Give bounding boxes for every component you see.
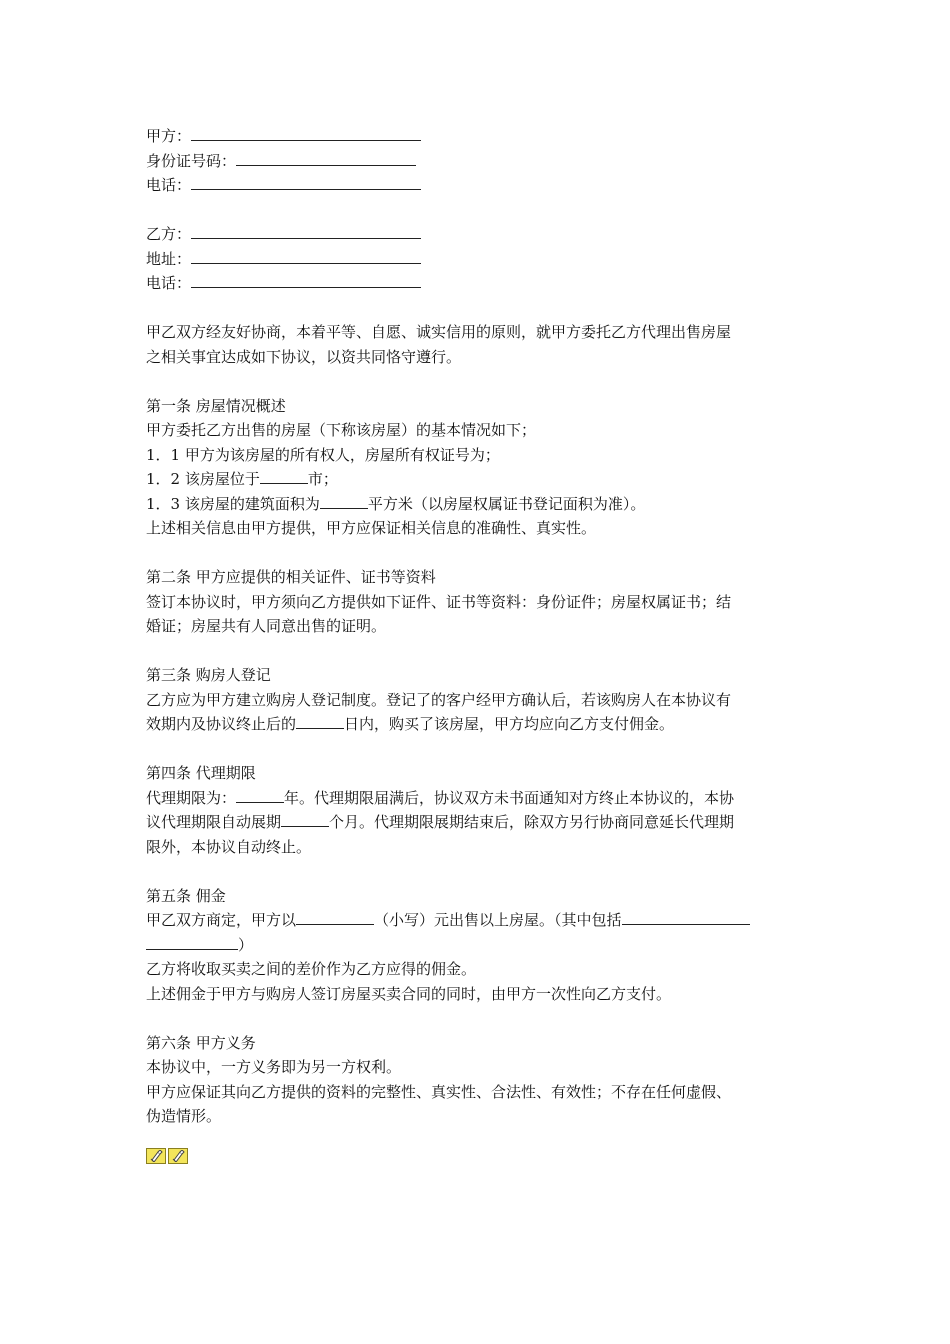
article-1-title: 第一条 房屋情况概述 <box>146 396 286 415</box>
agreement-document <box>146 124 826 1129</box>
article-4-line-3: 限外，本协议自动终止。 <box>146 837 312 856</box>
party-a-blank[interactable] <box>191 126 421 141</box>
article-6-line-1: 本协议中，一方义务即为另一方权利。 <box>146 1058 402 1076</box>
article-1-area-prefix: 1．3 该房屋的建筑面积为 <box>146 494 320 513</box>
party-a-label: 甲方： <box>146 127 192 145</box>
city-blank[interactable] <box>260 469 308 484</box>
party-a-phone-blank[interactable] <box>191 175 421 190</box>
article-5-title: 第五条 佣金 <box>146 886 226 905</box>
party-a-phone-label: 电话： <box>146 176 192 194</box>
spacer <box>146 639 826 664</box>
article-1-line-3 <box>146 467 826 492</box>
days-blank[interactable] <box>296 714 344 729</box>
article-1-area-suffix: 平方米（以房屋权属证书登记面积为准）。 <box>367 494 646 513</box>
article-4-title: 第四条 代理期限 <box>146 764 256 782</box>
party-a-phone-line <box>146 173 826 198</box>
spacer <box>146 369 826 394</box>
article-1-line-1: 甲方委托乙方出售的房屋（下称该房屋）的基本情况如下； <box>146 421 537 439</box>
includes-blank-top[interactable] <box>622 910 750 925</box>
party-a-id-line <box>146 149 826 174</box>
article-2-line-1: 签订本协议时，甲方须向乙方提供如下证件、证书等资料：身份证件；房屋权属证书；结 <box>146 592 732 611</box>
years-blank[interactable] <box>236 788 284 803</box>
article-5-price-middle: （小写）元出售以上房屋。（其中包括 <box>374 911 622 929</box>
article-5-line-3: 乙方将收取买卖之间的差价作为乙方应得的佣金。 <box>146 960 477 978</box>
party-b-phone-line <box>146 271 826 296</box>
spacer <box>146 737 826 762</box>
spacer <box>146 859 826 884</box>
edit-icon[interactable] <box>168 1148 188 1164</box>
article-1-line-5: 上述相关信息由甲方提供，甲方应保证相关信息的准确性、真实性。 <box>146 519 597 537</box>
party-b-address-blank[interactable] <box>191 249 421 264</box>
article-4-line-2 <box>146 810 826 835</box>
article-1-line-4 <box>146 492 826 517</box>
spacer <box>146 1006 826 1031</box>
spacer <box>146 296 826 321</box>
article-4-months-suffix: 个月。代理期限展期结束后，除双方另行协商同意延长代理期 <box>329 813 735 831</box>
party-b-blank[interactable] <box>191 224 421 239</box>
edit-icon-svg <box>171 1150 185 1162</box>
price-blank[interactable] <box>296 910 374 925</box>
intro-line-2: 之相关事宜达成如下协议，以资共同恪守遵行。 <box>146 347 462 366</box>
article-4-years-suffix: 年。代理期限届满后，协议双方未书面通知对方终止本协议的，本协 <box>284 788 735 807</box>
article-2-title: 第二条 甲方应提供的相关证件、证书等资料 <box>146 568 436 586</box>
article-5-price-prefix: 甲乙双方商定，甲方以 <box>146 911 297 929</box>
months-blank[interactable] <box>281 812 329 827</box>
article-5-line-4: 上述佣金于甲方与购房人签订房屋买卖合同的同时，由甲方一次性向乙方支付。 <box>146 984 672 1003</box>
article-3-days-prefix: 效期内及协议终止后的 <box>146 715 297 733</box>
article-5-line-2 <box>146 933 826 958</box>
party-b-line <box>146 222 826 247</box>
article-6-title: 第六条 甲方义务 <box>146 1033 256 1052</box>
article-6-line-3: 伪造情形。 <box>146 1107 222 1125</box>
article-5-line-1 <box>146 908 826 933</box>
article-3-days-suffix: 日内，购买了该房屋，甲方均应向乙方支付佣金。 <box>344 715 675 733</box>
article-4-years-prefix: 代理期限为： <box>146 788 237 807</box>
party-a-line <box>146 124 826 149</box>
article-1-location-suffix: 市； <box>307 470 338 488</box>
party-a-id-blank[interactable] <box>236 151 416 166</box>
article-4-line-1 <box>146 786 826 811</box>
party-a-id-label: 身份证号码： <box>146 151 237 170</box>
article-1-line-2: 1．1 甲方为该房屋的所有权人，房屋所有权证号为； <box>146 445 500 464</box>
edit-icon[interactable] <box>146 1148 166 1164</box>
spacer <box>146 541 826 566</box>
includes-blank-bottom[interactable] <box>146 935 238 950</box>
party-b-label: 乙方： <box>146 225 192 243</box>
edit-icon-svg <box>149 1150 163 1162</box>
area-blank[interactable] <box>320 494 368 509</box>
article-2-line-2: 婚证；房屋共有人同意出售的证明。 <box>146 617 387 635</box>
party-b-phone-blank[interactable] <box>191 273 421 288</box>
article-5-close-paren: ） <box>238 935 254 954</box>
party-b-phone-label: 电话： <box>146 274 192 292</box>
article-3-line-2 <box>146 712 826 737</box>
article-3-title: 第三条 购房人登记 <box>146 666 271 684</box>
article-4-months-prefix: 议代理期限自动展期 <box>146 813 282 831</box>
spacer <box>146 198 826 223</box>
edit-icons-group <box>146 1148 188 1164</box>
article-1-location-prefix: 1．2 该房屋位于 <box>146 470 260 488</box>
article-6-line-2: 甲方应保证其向乙方提供的资料的完整性、真实性、合法性、有效性；不存在任何虚假、 <box>146 1082 732 1101</box>
party-b-address-label: 地址： <box>146 249 192 268</box>
intro-line-1: 甲乙双方经友好协商，本着平等、自愿、诚实信用的原则，就甲方委托乙方代理出售房屋 <box>146 323 732 341</box>
article-3-line-1: 乙方应为甲方建立购房人登记制度。登记了的客户经甲方确认后，若该购房人在本协议有 <box>146 690 732 709</box>
party-b-address-line <box>146 247 826 272</box>
